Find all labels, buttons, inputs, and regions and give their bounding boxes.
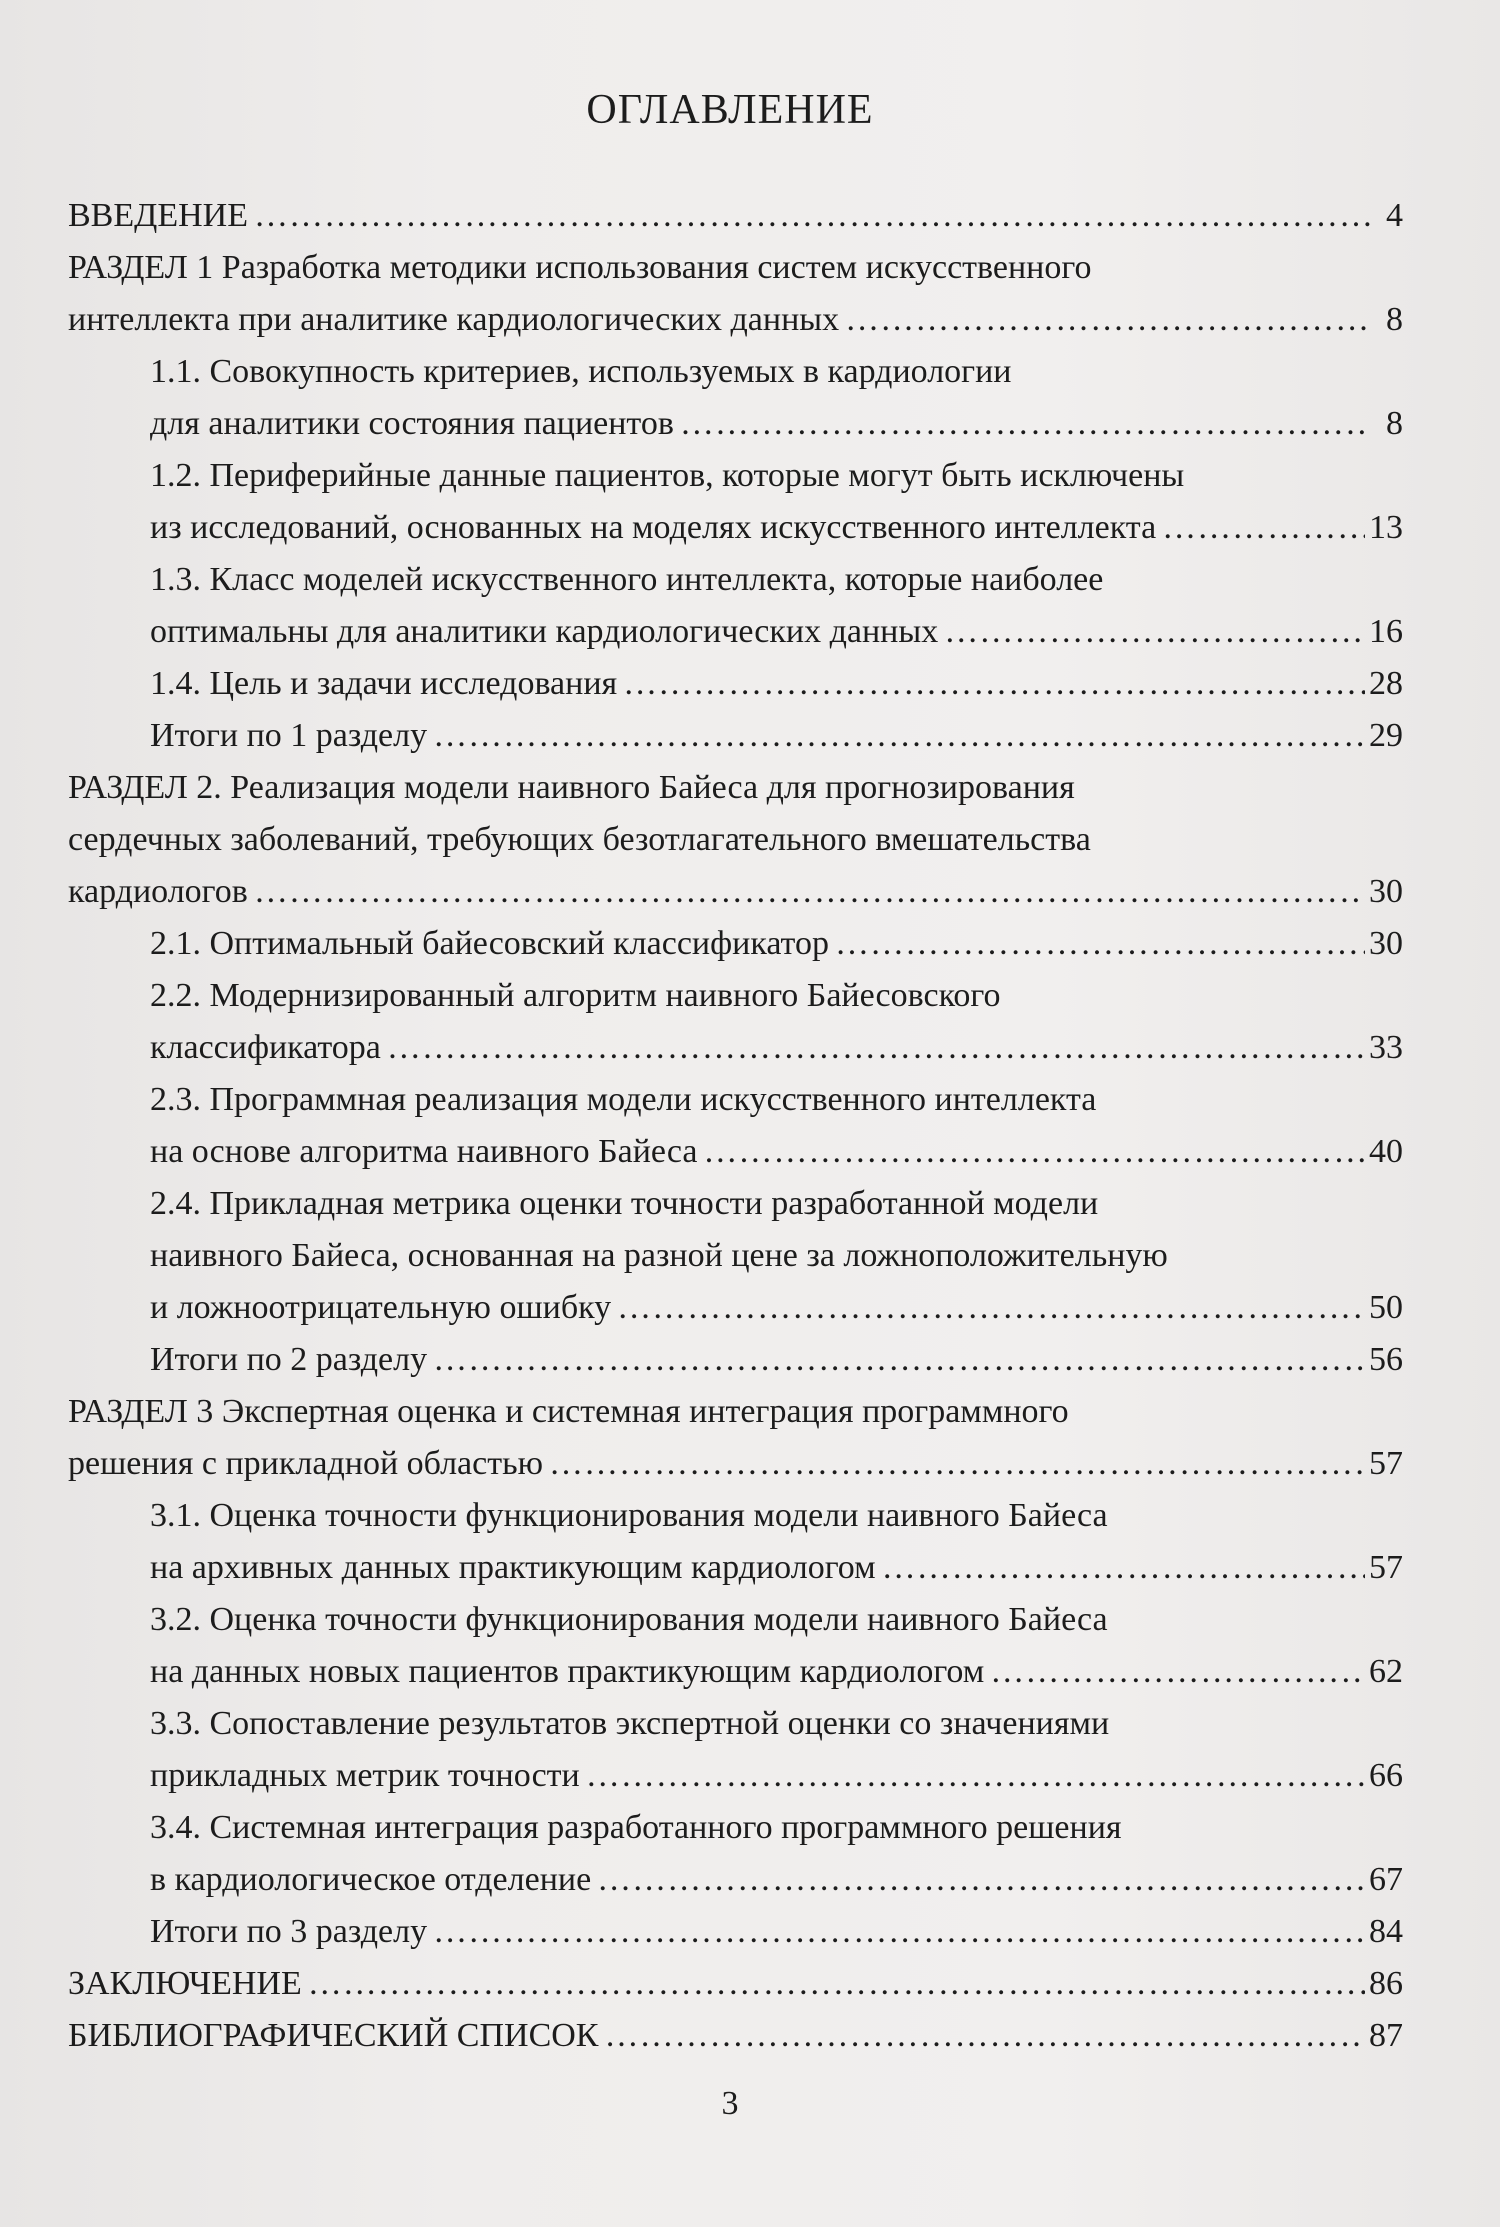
toc-entry	[68, 1490, 1403, 1594]
toc-entry-text: 1.3. Класс моделей искусственного интеллекта, которые наиболее	[150, 561, 1104, 598]
toc-entry	[68, 1906, 1403, 1958]
toc-line	[150, 346, 1403, 398]
toc-line	[68, 814, 1403, 866]
toc-leader-dots	[433, 1334, 1365, 1386]
toc-entry-text: в кардиологическое отделение	[150, 1861, 592, 1898]
toc-leader-dots	[387, 1022, 1365, 1074]
toc-entry	[68, 1334, 1403, 1386]
toc-line	[150, 1178, 1403, 1230]
toc-page-number: 67	[1369, 1861, 1403, 1898]
toc-entry-text: решения с прикладной областью	[68, 1445, 544, 1482]
toc-entry-text: ВВЕДЕНИЕ	[68, 197, 248, 234]
toc-entry-text: и ложноотрицательную ошибку	[150, 1289, 612, 1326]
toc-entry-text: на архивных данных практикующим кардиологом	[150, 1549, 876, 1586]
toc-entry-text: 2.2. Модернизированный алгоритм наивного Байесовского	[150, 977, 1001, 1014]
toc-entry-text: интеллекта при аналитике кардиологических данных	[68, 301, 840, 338]
toc-entry-text: РАЗДЕЛ 2. Реализация модели наивного Байеса для прогнозирования	[68, 769, 1075, 806]
toc-entry-text: БИБЛИОГРАФИЧЕСКИЙ СПИСОК	[68, 2017, 599, 2054]
toc-line	[150, 918, 1403, 970]
toc-line	[68, 1958, 1403, 2010]
toc-entry-text: 1.1. Совокупность критериев, используемых в кардиологии	[150, 353, 1012, 390]
toc-line	[68, 762, 1403, 814]
toc-leader-dots	[703, 1126, 1365, 1178]
toc-line	[68, 242, 1403, 294]
toc-leader-dots	[605, 2010, 1366, 2062]
toc-page-number: 29	[1369, 717, 1403, 754]
toc-page-number: 57	[1369, 1445, 1403, 1482]
toc-entry-text: 3.3. Сопоставление результатов экспертной оценки со значениями	[150, 1705, 1110, 1742]
toc-line	[150, 1542, 1403, 1594]
toc-line	[150, 658, 1403, 710]
toc-page-number: 84	[1369, 1913, 1403, 1950]
toc-leader-dots	[845, 294, 1371, 346]
toc-page-number: 86	[1369, 1965, 1403, 2002]
toc-entry-text: 3.4. Системная интеграция разработанного программного решения	[150, 1809, 1122, 1846]
toc-page-number: 28	[1369, 665, 1403, 702]
toc-entry	[68, 242, 1403, 346]
toc-line	[150, 502, 1403, 554]
toc-line	[150, 1646, 1403, 1698]
toc-leader-dots	[308, 1958, 1365, 2010]
toc-entry-text: 3.1. Оценка точности функционирования модели наивного Байеса	[150, 1497, 1108, 1534]
toc-page-number: 8	[1386, 405, 1403, 442]
page-title: ОГЛАВЛЕНИЕ	[586, 87, 874, 133]
toc-entry-text: 2.1. Оптимальный байесовский классификатор	[150, 925, 829, 962]
toc-line	[150, 1490, 1403, 1542]
toc-line	[68, 294, 1403, 346]
toc-entry	[68, 1178, 1403, 1334]
toc-page-number: 62	[1369, 1653, 1403, 1690]
toc-leader-dots	[433, 710, 1365, 762]
toc-entry-text: 1.4. Цель и задачи исследования	[150, 665, 618, 702]
toc-entry	[68, 190, 1403, 242]
toc-leader-dots	[882, 1542, 1365, 1594]
toc-line	[68, 866, 1403, 918]
toc-page-number: 16	[1369, 613, 1403, 650]
toc-entry-text: на основе алгоритма наивного Байеса	[150, 1133, 698, 1170]
toc-entry	[68, 762, 1403, 918]
toc-line	[150, 970, 1403, 1022]
toc-entry-text: для аналитики состояния пациентов	[150, 405, 674, 442]
toc-entry-text: 1.2. Периферийные данные пациентов, которые могут быть исключены	[150, 457, 1185, 494]
toc-entry-text: Итоги по 3 разделу	[150, 1913, 428, 1950]
table-of-contents	[68, 190, 1403, 2062]
toc-line	[68, 2010, 1403, 2062]
toc-entry	[68, 1802, 1403, 1906]
toc-entry-text: 2.4. Прикладная метрика оценки точности разработанной модели	[150, 1185, 1099, 1222]
toc-page-number: 30	[1369, 873, 1403, 910]
toc-page-number: 57	[1369, 1549, 1403, 1586]
toc-line	[150, 1802, 1403, 1854]
toc-leader-dots	[597, 1854, 1365, 1906]
toc-entry	[68, 1958, 1403, 2010]
toc-leader-dots	[586, 1750, 1365, 1802]
toc-entry	[68, 450, 1403, 554]
toc-line	[150, 1906, 1403, 1958]
toc-page-number: 13	[1369, 509, 1403, 546]
toc-line	[150, 1698, 1403, 1750]
toc-line	[150, 554, 1403, 606]
toc-leader-dots	[254, 190, 1371, 242]
toc-page-number: 40	[1369, 1133, 1403, 1170]
toc-entry-text: Итоги по 2 разделу	[150, 1341, 428, 1378]
toc-line	[150, 710, 1403, 762]
toc-entry	[68, 554, 1403, 658]
toc-entry-text: РАЗДЕЛ 1 Разработка методики использования систем искусственного	[68, 249, 1092, 286]
toc-line	[150, 1074, 1403, 1126]
toc-page-number: 56	[1369, 1341, 1403, 1378]
toc-entry-text: 3.2. Оценка точности функционирования модели наивного Байеса	[150, 1601, 1108, 1638]
toc-line	[150, 1594, 1403, 1646]
toc-line	[150, 1334, 1403, 1386]
toc-entry	[68, 2010, 1403, 2062]
toc-entry	[68, 710, 1403, 762]
toc-leader-dots	[433, 1906, 1365, 1958]
toc-page-number: 50	[1369, 1289, 1403, 1326]
toc-leader-dots	[990, 1646, 1365, 1698]
toc-line	[150, 1230, 1403, 1282]
toc-entry-text: кардиологов	[68, 873, 248, 910]
toc-entry	[68, 1386, 1403, 1490]
toc-line	[68, 1438, 1403, 1490]
toc-entry	[68, 658, 1403, 710]
toc-leader-dots	[623, 658, 1365, 710]
toc-line	[68, 1386, 1403, 1438]
toc-leader-dots	[680, 398, 1371, 450]
toc-entry	[68, 346, 1403, 450]
toc-line	[150, 1282, 1403, 1334]
toc-entry-text: РАЗДЕЛ 3 Экспертная оценка и системная интеграция программного	[68, 1393, 1069, 1430]
toc-entry-text: 2.3. Программная реализация модели искусственного интеллекта	[150, 1081, 1097, 1118]
toc-entry-text: Итоги по 1 разделу	[150, 717, 428, 754]
toc-entry	[68, 970, 1403, 1074]
toc-entry	[68, 918, 1403, 970]
toc-line	[150, 1854, 1403, 1906]
toc-line	[150, 606, 1403, 658]
toc-leader-dots	[944, 606, 1365, 658]
toc-entry	[68, 1074, 1403, 1178]
toc-page-number: 30	[1369, 925, 1403, 962]
toc-page-number: 87	[1369, 2017, 1403, 2054]
toc-entry-text: классификатора	[150, 1029, 381, 1066]
toc-entry-text: наивного Байеса, основанная на разной цене за ложноположительную	[150, 1237, 1168, 1274]
toc-entry-text: ЗАКЛЮЧЕНИЕ	[68, 1965, 302, 2002]
toc-entry	[68, 1594, 1403, 1698]
toc-entry-text: на данных новых пациентов практикующим кардиологом	[150, 1653, 985, 1690]
toc-page-number: 33	[1369, 1029, 1403, 1066]
toc-entry-text: сердечных заболеваний, требующих безотлагательного вмешательства	[68, 821, 1091, 858]
toc-leader-dots	[617, 1282, 1365, 1334]
toc-entry-text: оптимальны для аналитики кардиологических данных	[150, 613, 939, 650]
toc-line	[150, 1126, 1403, 1178]
page-number: 3	[721, 2085, 739, 2122]
toc-entry-text: из исследований, основанных на моделях искусственного интеллекта	[150, 509, 1157, 546]
toc-page-number: 66	[1369, 1757, 1403, 1794]
toc-line	[150, 450, 1403, 502]
toc-leader-dots	[835, 918, 1365, 970]
toc-line	[150, 398, 1403, 450]
toc-leader-dots	[549, 1438, 1365, 1490]
toc-entry	[68, 1698, 1403, 1802]
toc-entry-text: прикладных метрик точности	[150, 1757, 580, 1794]
toc-line	[68, 190, 1403, 242]
toc-line	[150, 1022, 1403, 1074]
toc-page-number: 8	[1386, 301, 1403, 338]
toc-leader-dots	[254, 866, 1365, 918]
toc-page-number: 4	[1386, 197, 1403, 234]
toc-line	[150, 1750, 1403, 1802]
toc-leader-dots	[1162, 502, 1365, 554]
